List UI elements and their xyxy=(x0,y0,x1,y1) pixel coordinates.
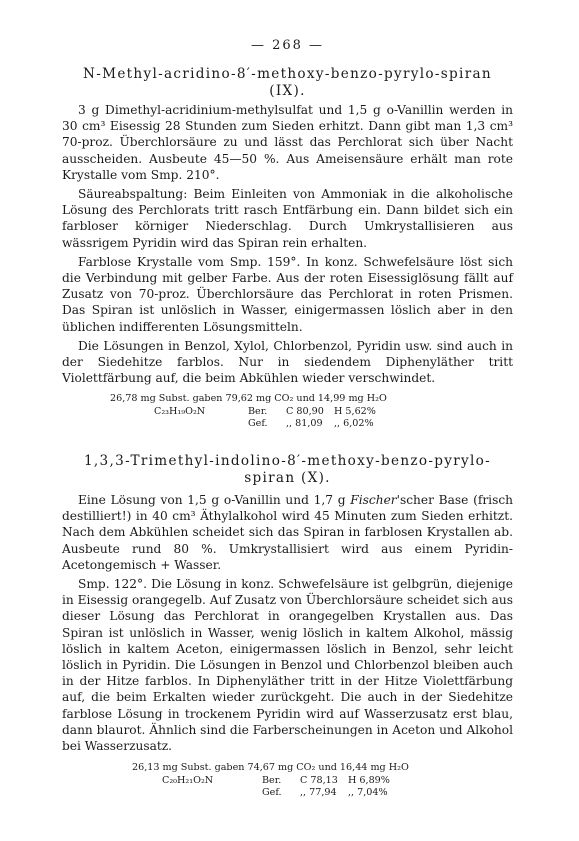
found-hydrogen: ,, 7,04% xyxy=(348,787,388,799)
paragraph: Farblose Krystalle vom Smp. 159°. In konz. Schwefelsäure löst sich die Verbindung mit gelber Farbe. Aus der roten Eisessiglösung fällt auf Zusatz von 70-proz. Überchlorsäure das Perchlorat in roten Prismen. Das Spiran ist unlöslich in Wasser, einigermassen löslich aber in den üblichen indifferenten Lösungsmitteln. xyxy=(62,254,513,334)
paragraph: Die Lösungen in Benzol, Xylol, Chlorbenzol, Pyridin usw. sind auch in der Siedehitze farblos. Nur in siedendem Diphenyläther tritt Violettfärbung auf, die beim Abkühlen wieder verschwindet. xyxy=(62,338,513,386)
molecular-formula: C₂₀H₂₁O₂N xyxy=(162,774,214,786)
paragraph-text: 'scher Base (frisch destilliert!) in 40 cm³ Äthylalkohol wird 45 Minuten zum Sieden erhitzt. Nach dem Abkühlen scheidet sich das Spiran in farblosen Krystallen ab. Ausbeute rund 80 %. Umkrystallisiert wird aus einem Pyridin-Acetongemisch + Wasser. xyxy=(62,492,513,572)
found-hydrogen: ,, 6,02% xyxy=(334,418,374,430)
found-carbon: ,, 77,94 xyxy=(300,787,337,799)
calculated-carbon: C 78,13 xyxy=(300,774,338,786)
calculated-label: Ber. xyxy=(262,774,282,786)
found-carbon: ,, 81,09 xyxy=(286,418,323,430)
found-label: Gef. xyxy=(262,787,282,799)
calculated-hydrogen: H 5,62% xyxy=(334,405,376,417)
analysis-measurement: 26,13 mg Subst. gaben 74,67 mg CO₂ und 16,44 mg H₂O xyxy=(132,762,409,774)
elemental-analysis xyxy=(62,762,513,800)
paragraph: Säureabspaltung: Beim Einleiten von Ammoniak in die alkoholische Lösung des Perchlorats tritt rasch Entfärbung ein. Dann bildet sich ein farbloser körniger Niederschlag. Durch Umkrystallisieren aus wässrigem Pyridin wird das Spiran rein erhalten. xyxy=(62,187,513,250)
section-spiran-x xyxy=(62,453,513,800)
section-spiran-ix xyxy=(62,66,513,431)
paragraph-text: Eine Lösung von 1,5 g o-Vanillin und 1,7 g xyxy=(78,492,351,507)
paragraph: 3 g Dimethyl-acridinium-methylsulfat und 1,5 g o-Vanillin werden in 30 cm³ Eisessig 28 Stunden zum Sieden erhitzt. Dann gibt man 1,3 cm³ 70-proz. Überchlorsäure zu und lässt das Perchlorat sich über Nacht ausscheiden. Ausbeute 45—50 %. Aus Ameisensäure erhält man rote Krystalle vom Smp. 210°. xyxy=(62,103,513,182)
calculated-carbon: C 80,90 xyxy=(286,405,324,417)
paragraph xyxy=(62,492,513,573)
page-number: — 268 — xyxy=(250,38,325,53)
found-label: Gef. xyxy=(248,418,268,430)
elemental-analysis xyxy=(62,393,513,431)
document-page xyxy=(62,38,513,800)
analysis-measurement: 26,78 mg Subst. gaben 79,62 mg CO₂ und 14,99 mg H₂O xyxy=(110,393,387,405)
author-name: Fischer xyxy=(350,492,397,507)
analysis-calculated-row xyxy=(62,406,513,419)
section-title: N-Methyl-acridino-8′-methoxy-benzo-pyrylo-spiran (IX). xyxy=(83,66,492,99)
analysis-found-row xyxy=(62,787,513,800)
section-title-line: spiran (X). xyxy=(244,469,331,486)
section-title-line: 1,3,3-Trimethyl-indolino-8′-methoxy-benzo-pyrylo- xyxy=(83,452,492,469)
analysis-calculated-row xyxy=(62,775,513,788)
molecular-formula: C₂₃H₁₉O₂N xyxy=(154,405,206,417)
paragraph: Smp. 122°. Die Lösung in konz. Schwefelsäure ist gelbgrün, diejenige in Eisessig orangegelb. Auf Zusatz von Überchlorsäure scheidet sich aus dieser Lösung das Perchlorat in orangegelben Krystallen aus. Das Spiran ist unlöslich in Wasser, wenig löslich in kaltem Alkohol, mässig löslich in kaltem Aceton, einigermassen löslich in Benzol, sehr leicht löslich in Pyridin. Die Lösungen in Benzol und Chlorbenzol bleiben auch in der Hitze farblos. In Diphenyläther tritt in der Hitze Violettfärbung auf, die beim Erkalten wieder zurückgeht. Die auch in der Siedehitze farblose Lösung in trockenem Pyridin wird auf Wasserzusatz erst blau, dann blaurot. Ähnlich sind die Farberscheinungen in Aceton und Alkohol bei Wasserzusatz. xyxy=(62,576,513,753)
calculated-hydrogen: H 6,89% xyxy=(348,774,390,786)
analysis-found-row xyxy=(62,418,513,431)
calculated-label: Ber. xyxy=(248,405,268,417)
section-title xyxy=(62,453,513,487)
